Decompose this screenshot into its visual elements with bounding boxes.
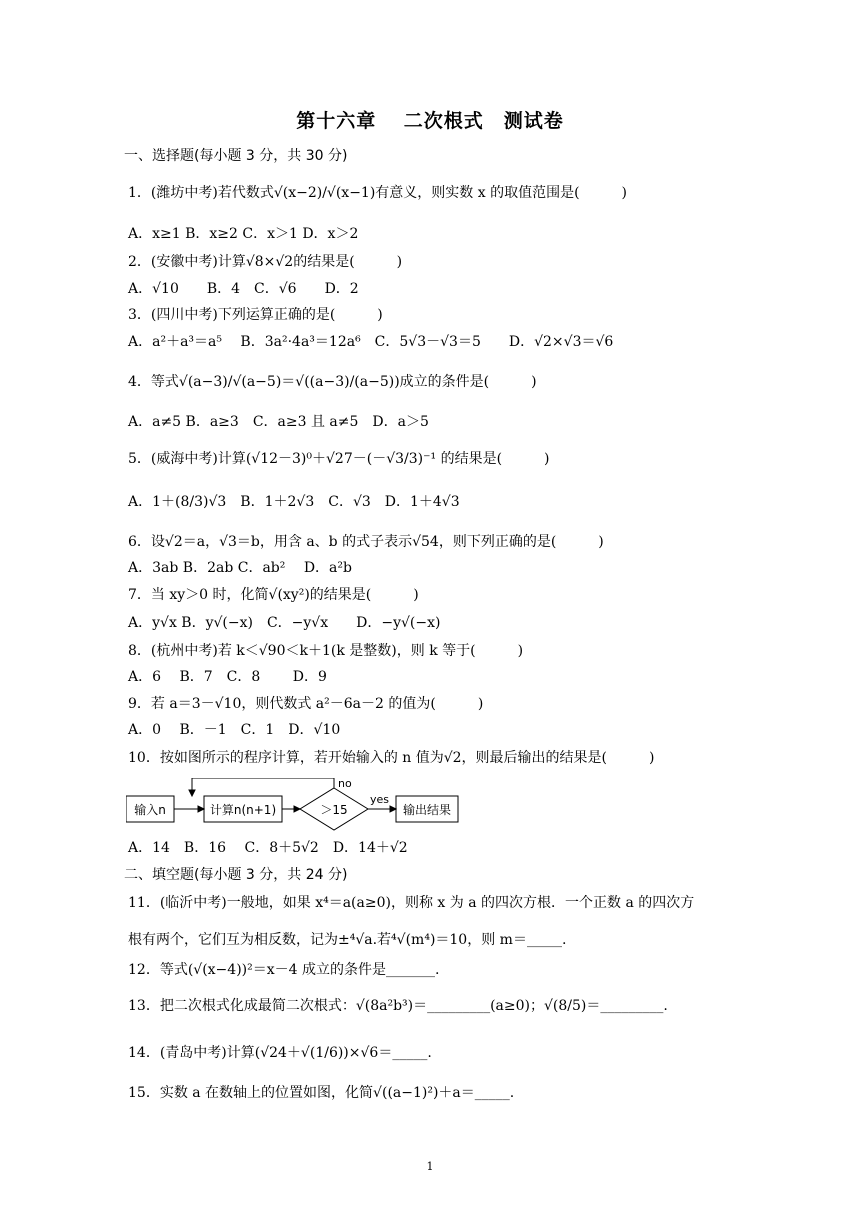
question-5: 5．(威海中考)计算(√12－3)⁰＋√27－(－√3/3)⁻¹ 的结果是( )	[128, 451, 550, 467]
question-1: 1．(潍坊中考)若代数式√(x−2)/√(x−1)有意义，则实数 x 的取值范围是( )	[128, 185, 628, 201]
flowchart-output-label: 输出结果	[402, 803, 452, 817]
question-13: 13．把二次根式化成最简二次根式：√(8a²b³)＝_________(a≥0)；√(8/5)＝_________.	[128, 998, 668, 1014]
question-3: 3．(四川中考)下列运算正确的是( )	[128, 307, 383, 323]
options-2: A．√10 B．4 C．√6 D．2	[128, 281, 359, 297]
options-7: A．y√x B．y√(−x) C．−y√x D．−y√(−x)	[128, 615, 441, 631]
options-6: A．3ab B．2ab C．ab² D．a²b	[128, 560, 352, 576]
options-3: A．a²＋a³＝a⁵ B．3a²·4a³＝12a⁶ C．5√3－√3＝5 D．√2×√3＝√6	[128, 334, 614, 350]
options-10: A．14 B．16 C．8＋5√2 D．14＋√2	[128, 840, 408, 856]
options-8: A．6 B．7 C．8 D．9	[128, 669, 327, 685]
options-4: A．a≠5 B．a≥3 C．a≥3 且 a≠5 D．a＞5	[128, 414, 429, 430]
question-12: 12．等式(√(x−4))²＝x－4 成立的条件是_______.	[128, 962, 440, 978]
question-10: 10．按如图所示的程序计算，若开始输入的 n 值为√2，则最后输出的结果是( )	[128, 750, 655, 766]
page-title: 第十六章 二次根式 测试卷	[296, 110, 564, 132]
question-6: 6．设√2＝a，√3＝b，用含 a、b 的式子表示√54，则下列正确的是( )	[128, 534, 604, 550]
flowchart-compute-label: 计算n(n+1)	[209, 803, 277, 817]
question-7: 7．当 xy＞0 时，化简√(xy²)的结果是( )	[128, 587, 419, 603]
flowchart-input-label: 输入n	[134, 803, 166, 817]
question-2: 2．(安徽中考)计算√8×√2的结果是( )	[128, 254, 403, 270]
question-14: 14．(青岛中考)计算(√24＋√(1/6))×√6＝_____.	[128, 1045, 432, 1061]
question-8: 8．(杭州中考)若 k＜√90＜k＋1(k 是整数)，则 k 等于( )	[128, 643, 524, 659]
question-9: 9．若 a＝3－√10，则代数式 a²－6a－2 的值为( )	[128, 696, 484, 712]
options-5: A．1＋(8/3)√3 B．1＋2√3 C．√3 D．1＋4√3	[128, 494, 460, 510]
program-flowchart	[126, 778, 466, 838]
page-number: 1	[426, 1160, 434, 1173]
section-heading-fill: 二、填空题(每小题 3 分，共 24 分)	[124, 867, 348, 883]
question-4: 4．等式√(a−3)/√(a−5)＝√((a−3)/(a−5))成立的条件是( )	[128, 374, 537, 390]
question-11: 11．(临沂中考)一般地，如果 x⁴＝a(a≥0)，则称 x 为 a 的四次方根．一个正数 a 的四次方	[128, 895, 695, 911]
section-heading-choice: 一、选择题(每小题 3 分，共 30 分)	[124, 148, 348, 164]
flowchart-compare-label: ＞15	[320, 803, 348, 817]
question-11-cont: 根有两个，它们互为相反数，记为±⁴√a.若⁴√(m⁴)＝10，则 m＝_____.	[128, 932, 567, 948]
flowchart-no-label: no	[338, 778, 352, 790]
options-9: A．0 B．－1 C．1 D．√10	[128, 722, 341, 738]
question-15: 15．实数 a 在数轴上的位置如图，化简√((a−1)²)＋a＝_____.	[128, 1085, 515, 1101]
flowchart-yes-label: yes	[370, 793, 390, 806]
options-1: A．x≥1 B．x≥2 C．x＞1 D．x＞2	[128, 226, 359, 242]
